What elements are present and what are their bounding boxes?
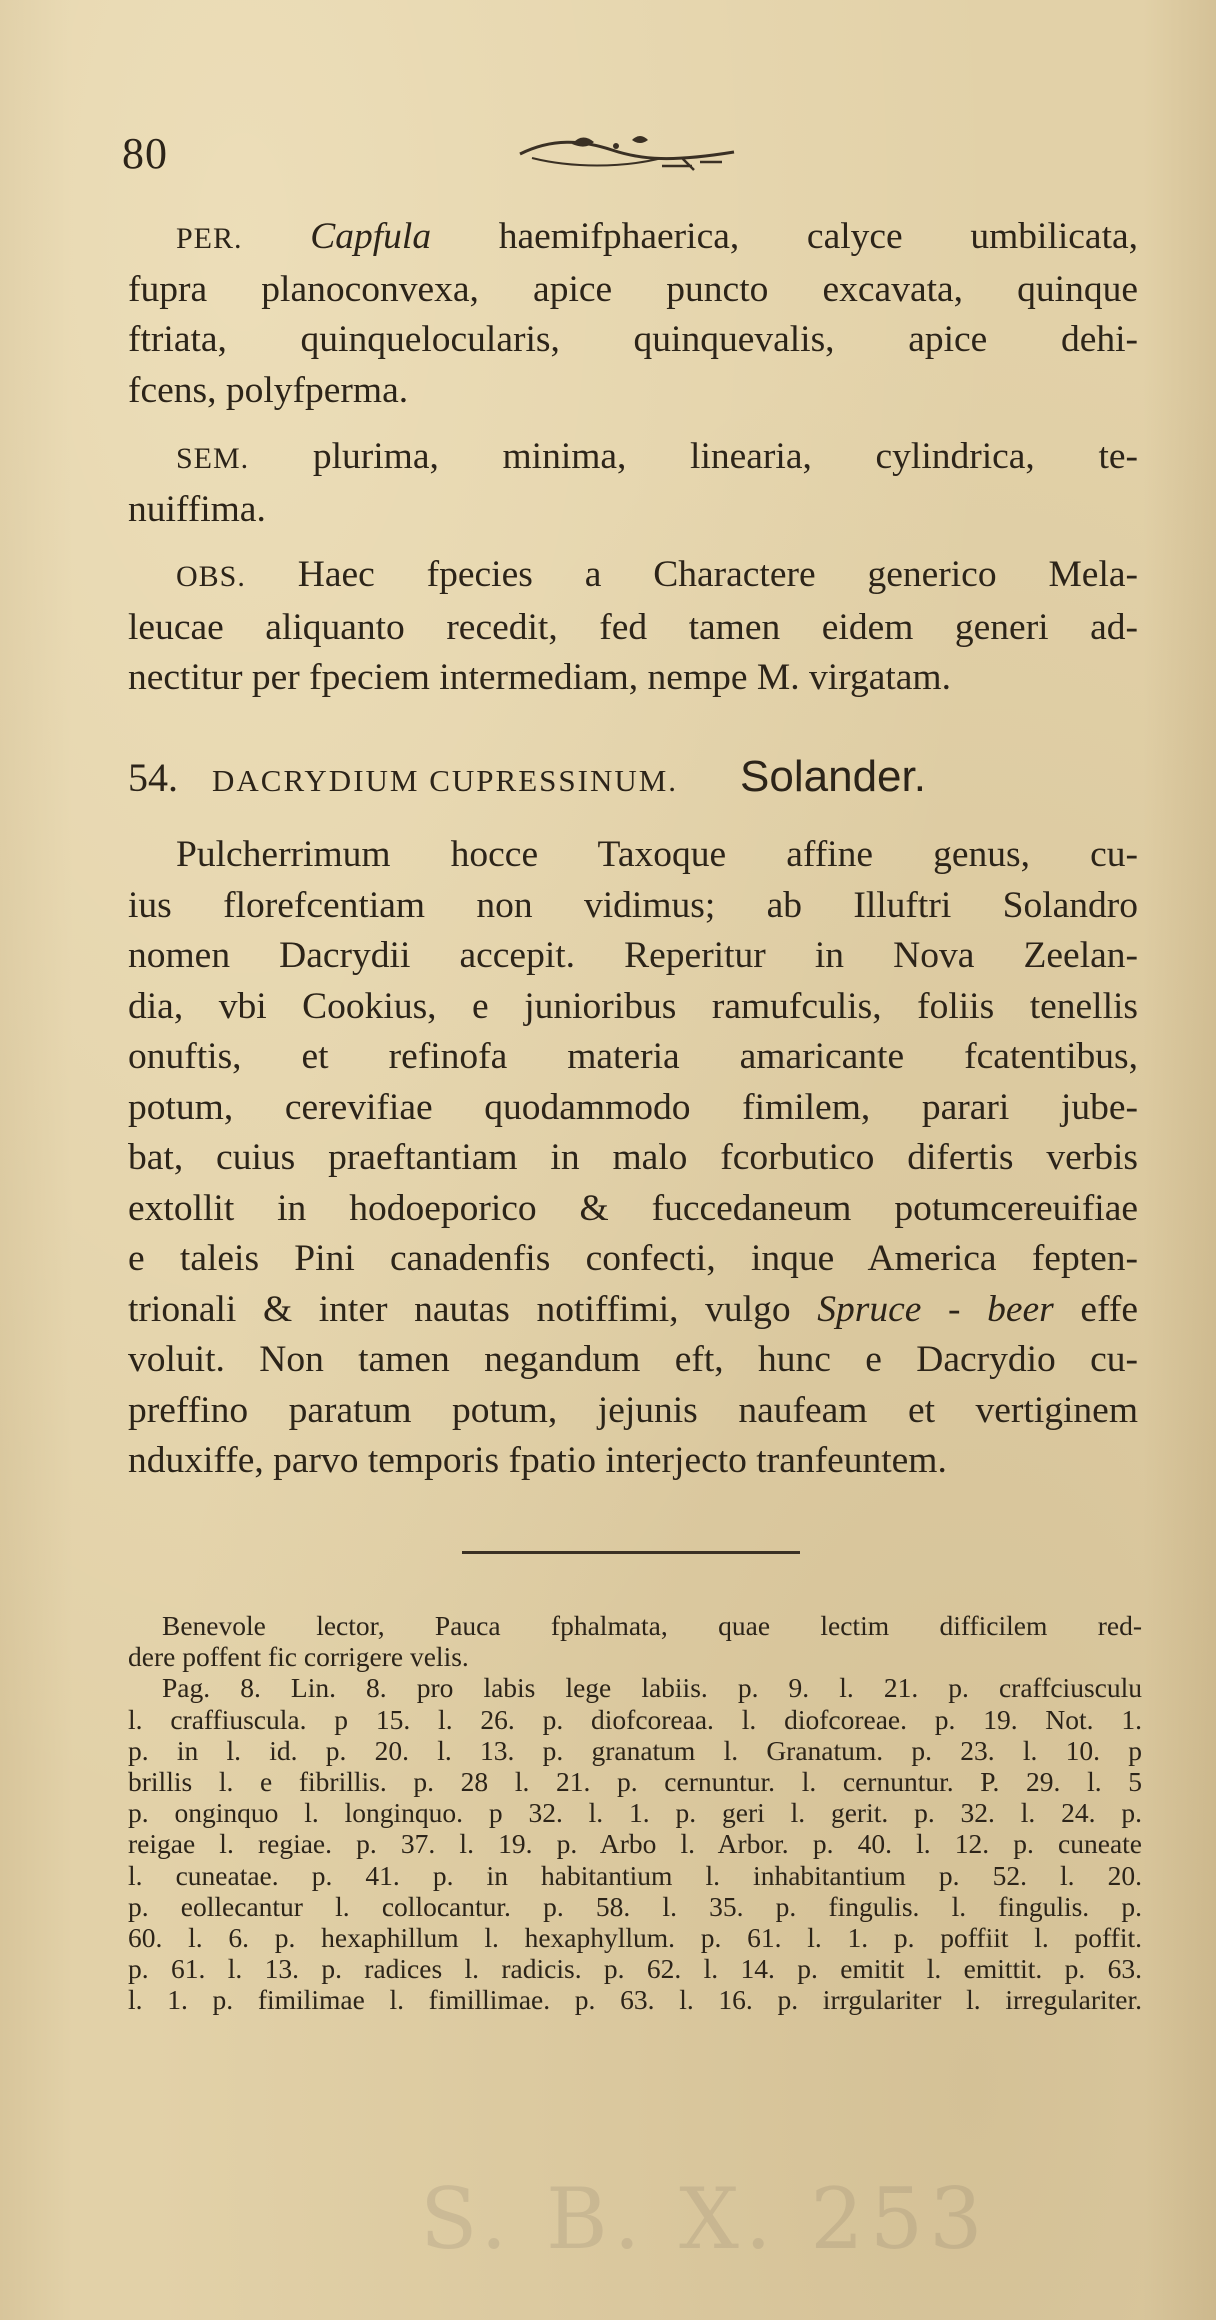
text-line: fcens, polyfperma. <box>128 369 409 411</box>
text-fragment: effe <box>1080 1288 1139 1330</box>
text-line: e taleis Pini canadenfis confecti, inque America fepten- <box>128 1238 1138 1279</box>
library-stamp: S. B. X. 253 <box>420 2170 989 2268</box>
text-line <box>128 212 1138 265</box>
divider-rule <box>462 1551 800 1554</box>
errata-line: Benevole lector, Pauca fphalmata, quae lectim difficilem red- <box>162 1610 1142 1641</box>
ornament-icon <box>512 128 742 176</box>
species-name: DACRYDIUM CUPRESSINUM. <box>212 763 679 798</box>
text-line: nomen Dacrydii accepit. Reperitur in Nova Zeelan- <box>128 935 1138 976</box>
text-line: nduxiffe, parvo temporis fpatio interjecto tranfeuntem. <box>128 1440 947 1481</box>
species-author: Solander. <box>740 752 926 801</box>
errata-line: p. in l. id. p. 20. l. 13. p. granatum l. Granatum. p. 23. l. 10. p <box>128 1734 1142 1766</box>
text-line: extollit in hodoeporico & fuccedaneum potumcereuifiae <box>128 1187 1138 1229</box>
text-fragment: haemifphaerica, calyce umbilicata, <box>498 216 1139 257</box>
text-line: nuiffima. <box>128 488 266 530</box>
term: Capfula <box>310 216 432 257</box>
errata-line: reigae l. regiae. p. 37. l. 19. p. Arbo l. Arbor. p. 40. l. 12. p. cuneate <box>128 1828 1142 1860</box>
description-paragraph <box>128 830 1138 1487</box>
errata-line: p. onginquo l. longinquo. p 32. l. 1. p. geri l. gerit. p. 32. l. 24. p. <box>128 1797 1142 1829</box>
text-line: onuftis, et refinofa materia amaricante fcatentibus, <box>128 1036 1138 1077</box>
text-fragment: plurima, minima, linearia, cylindrica, te- <box>312 436 1138 477</box>
text-line: preffino paratum potum, jejunis naufeam et vertiginem <box>128 1389 1138 1431</box>
text-line: fupra planoconvexa, apice puncto excavata, quinque <box>128 268 1138 310</box>
text-line: leucae aliquanto recedit, fed tamen eidem generi ad- <box>128 606 1138 648</box>
text-line: Pulcherrimum hocce Taxoque affine genus, cu- <box>176 834 1138 875</box>
text-line <box>128 432 1138 485</box>
italic-term: Spruce - beer <box>817 1288 1054 1330</box>
errata-line: Pag. 8. Lin. 8. pro labis lege labiis. p. 9. l. 21. p. craffciusculu <box>162 1672 1142 1704</box>
text-line: ius florefcentiam non vidimus; ab Illuftri Solandro <box>128 884 1138 926</box>
observatio-paragraph <box>128 550 1138 704</box>
section-label: PER. <box>176 222 243 255</box>
text-line: dia, vbi Cookius, e junioribus ramufculis, foliis tenellis <box>128 985 1138 1027</box>
page-number: 80 <box>122 129 168 178</box>
text-line: voluit. Non tamen negandum eft, hunc e Dacrydio cu- <box>128 1339 1138 1380</box>
errata-line: brillis l. e fibrillis. p. 28 l. 21. p. cernuntur. l. cernuntur. P. 29. l. 5 <box>128 1766 1142 1798</box>
errata-block <box>128 1610 1142 2016</box>
text-fragment: trionali & inter nautas notiffimi, vulgo <box>128 1288 791 1330</box>
text-line: nectitur per fpeciem intermediam, nempe M. virgatam. <box>128 657 951 698</box>
text-line <box>128 550 1138 603</box>
species-heading <box>128 752 926 802</box>
errata-line: l. craffiuscula. p 15. l. 26. p. diofcoreaa. l. diofcoreae. p. 19. Not. 1. <box>128 1703 1142 1735</box>
errata-line: 60. l. 6. p. hexaphillum l. hexaphyllum. p. 61. l. 1. p. poffiit l. poffit. <box>128 1922 1142 1954</box>
text-line: bat, cuius praeftantiam in malo fcorbutico difertis verbis <box>128 1137 1138 1178</box>
section-label: SEM. <box>176 442 250 475</box>
errata-line: p. eollecantur l. collocantur. p. 58. l. 35. p. fingulis. l. fingulis. p. <box>128 1890 1142 1922</box>
section-label: OBS. <box>176 560 246 593</box>
errata-line: l. cuneatae. p. 41. p. in habitantium l. inhabitantium p. 52. l. 20. <box>128 1859 1142 1891</box>
text-line: potum, cerevifiae quodammodo fimilem, parari jube- <box>128 1086 1138 1128</box>
text-line: ftriata, quinquelocularis, quinquevalis, apice dehi- <box>128 319 1138 360</box>
text-line <box>128 1285 1138 1336</box>
errata-line: dere poffent fic corrigere velis. <box>128 1641 469 1673</box>
semen-paragraph <box>128 432 1138 535</box>
species-number: 54. <box>128 755 178 800</box>
errata-line: l. 1. p. fimilimae l. fimillimae. p. 63. l. 16. p. irrgulariter l. irregulariter. <box>128 1984 1142 2016</box>
text-fragment: Haec fpecies a Charactere generico Mela- <box>297 554 1138 595</box>
pericarpium-paragraph <box>128 212 1138 416</box>
errata-line: p. 61. l. 13. p. radices l. radicis. p. 62. l. 14. p. emitit l. emittit. p. 63. <box>128 1953 1142 1985</box>
